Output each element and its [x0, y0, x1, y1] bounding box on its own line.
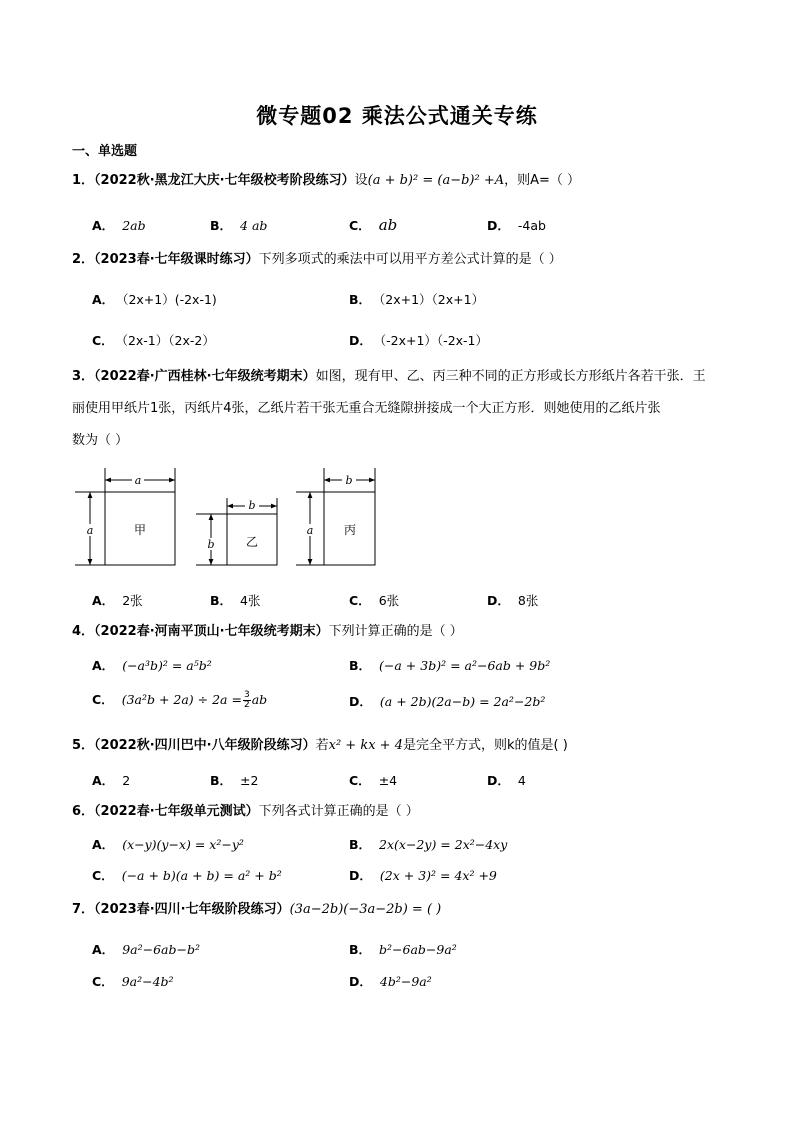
formula: (3a−2b)(−3a−2b) = ( ) — [289, 902, 442, 917]
piece-label: 丙 — [343, 523, 357, 537]
stem-text: 下列计算正确的是（ ） — [328, 624, 463, 639]
question-4-stem — [72, 622, 463, 642]
stem-text: 若 — [315, 738, 329, 753]
option-d[interactable]: D． -4ab — [487, 218, 546, 233]
option-b[interactable]: B． 2x(x−2y) = 2x²−4xy — [349, 837, 508, 852]
option-c[interactable]: C． 6张 — [349, 593, 400, 608]
page-title: 微专题02 乘法公式通关专练 — [256, 104, 538, 128]
question-6-stem — [72, 802, 419, 822]
option-c[interactable]: C． (3a²b + 2a) ÷ 2a = $\frac{3}{2}$ ab — [92, 690, 268, 710]
fraction: $\frac{3}{2}$ — [243, 690, 250, 710]
piece-jia — [75, 468, 175, 565]
question-source: （2022秋·四川巴中·八年级阶段练习） — [94, 738, 316, 753]
question-7-stem — [72, 900, 441, 920]
option-a[interactable]: A． （2x+1）(-2x-1) — [92, 292, 217, 307]
question-3-stem — [72, 367, 706, 387]
question-number: 3． — [72, 369, 95, 384]
piece-label: 乙 — [245, 535, 259, 549]
stem-text: 是完全平方式，则k的值是( ) — [402, 738, 568, 753]
formula: (a + b)² = (a−b)² +A — [367, 173, 505, 188]
option-c[interactable]: C． ab — [349, 216, 398, 234]
option-c[interactable]: C． (−a + b)(a + b) = a² + b² — [92, 868, 282, 883]
question-number: 7． — [72, 902, 95, 917]
stem-text: 下列各式计算正确的是（ ） — [258, 804, 419, 819]
option-a[interactable]: A． 9a²−6ab−b² — [92, 942, 200, 957]
piece-yi — [196, 498, 277, 565]
dimension-label: a — [134, 474, 142, 487]
question-source: （2023春·七年级课时练习） — [94, 252, 259, 267]
question-source: （2022春·七年级单元测试） — [94, 804, 259, 819]
question-number: 5． — [72, 738, 95, 753]
stem-text: 下列多项式的乘法中可以用平方差公式计算的是（ ） — [258, 252, 562, 267]
option-c[interactable]: C． ±4 — [349, 773, 398, 788]
piece-label: 甲 — [133, 523, 147, 537]
question-source: （2022春·河南平顶山·七年级统考期末） — [94, 624, 329, 639]
dimension-label: b — [345, 474, 353, 487]
option-a[interactable]: A． 2张 — [92, 593, 143, 608]
option-b[interactable]: B． 4 ab — [210, 218, 268, 233]
option-a[interactable]: A． 2ab — [92, 218, 146, 233]
option-d[interactable]: D． (2x + 3)² = 4x² +9 — [349, 868, 497, 883]
question-number: 1． — [72, 173, 95, 188]
question-number: 6． — [72, 804, 95, 819]
section-heading: 一、单选题 — [72, 144, 138, 159]
option-d[interactable]: D． (a + 2b)(2a−b) = 2a²−2b² — [349, 694, 546, 709]
option-b[interactable]: B． （2x+1）（2x+1） — [349, 292, 485, 307]
dimension-label: a — [86, 524, 94, 537]
question-3-stem-line3: 数为（ ） — [72, 433, 129, 448]
option-a[interactable]: A． (x−y)(y−x) = x²−y² — [92, 837, 244, 852]
piece-bing — [296, 468, 375, 565]
stem-text: 设 — [354, 173, 368, 188]
paper-pieces-figure — [70, 468, 390, 574]
option-a[interactable]: A． (−a³b)² = a⁵b² — [92, 658, 212, 673]
question-number: 2． — [72, 252, 95, 267]
option-b[interactable]: B． b²−6ab−9a² — [349, 942, 457, 957]
dimension-label: b — [207, 538, 215, 551]
stem-text: ，则A=（ ） — [504, 173, 581, 188]
question-3-stem-line2: 丽使用甲纸片1张，丙纸片4张，乙纸片若干张无重合无缝隙拼接成一个大正方形．则她使用的乙纸片张 — [72, 401, 661, 416]
dimension-label: b — [248, 499, 256, 512]
stem-text: 如图，现有甲、乙、丙三种不同的正方形或长方形纸片各若干张．王 — [315, 369, 706, 384]
option-d[interactable]: D． 4b²−9a² — [349, 974, 432, 989]
option-d[interactable]: D． 8张 — [487, 593, 539, 608]
option-b[interactable]: B． (−a + 3b)² = a²−6ab + 9b² — [349, 658, 551, 673]
option-d[interactable]: D． （-2x+1）（-2x-1） — [349, 333, 489, 348]
question-source: （2023春·四川·七年级阶段练习） — [94, 902, 290, 917]
question-2-stem — [72, 250, 562, 270]
question-source: （2022秋·黑龙江大庆·七年级校考阶段练习） — [94, 173, 355, 188]
option-c[interactable]: C． 9a²−4b² — [92, 974, 174, 989]
option-c[interactable]: C． （2x-1）（2x-2） — [92, 333, 215, 348]
question-5-stem — [72, 736, 568, 756]
question-source: （2022春·广西桂林·七年级统考期末） — [94, 369, 316, 384]
question-1-stem — [72, 171, 580, 191]
formula: x² + kx + 4 — [328, 738, 403, 753]
dimension-label: a — [306, 524, 314, 537]
option-b[interactable]: B． ±2 — [210, 773, 259, 788]
option-a[interactable]: A． 2 — [92, 773, 131, 788]
question-number: 4． — [72, 624, 95, 639]
option-d[interactable]: D． 4 — [487, 773, 526, 788]
option-b[interactable]: B． 4张 — [210, 593, 261, 608]
